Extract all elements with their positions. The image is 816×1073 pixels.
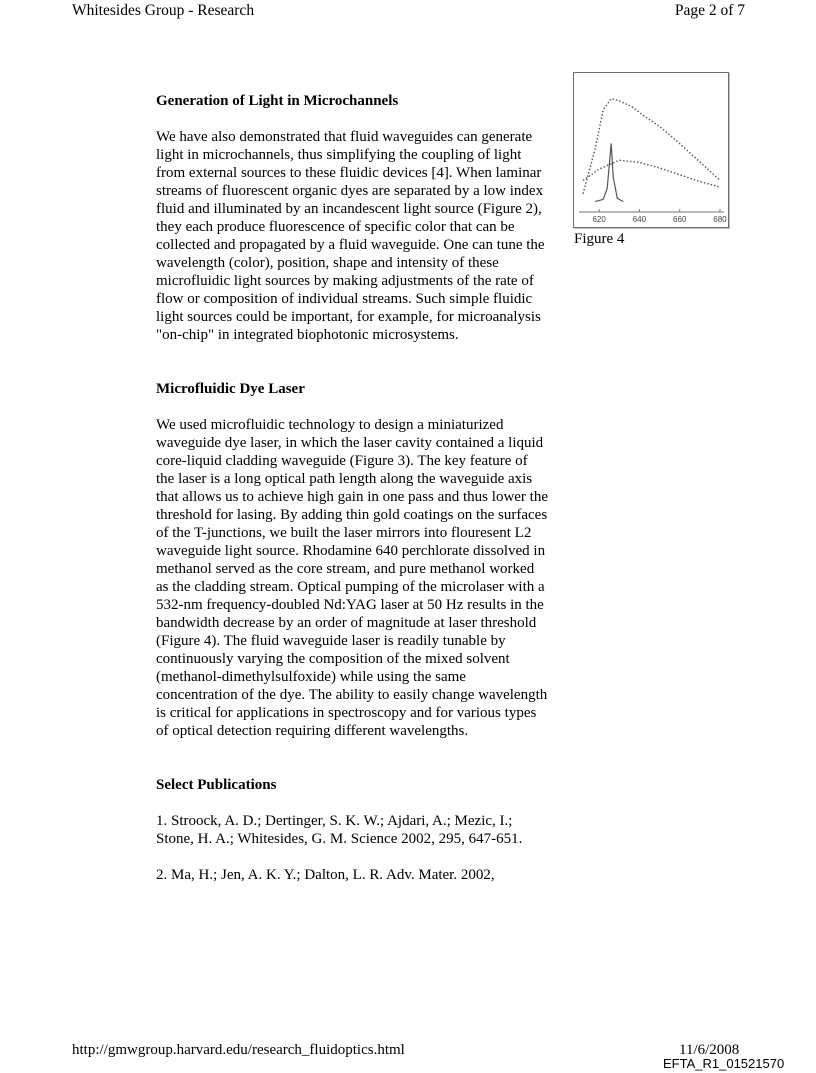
series-line-laser-line (595, 143, 623, 201)
spectrum-chart (574, 73, 728, 227)
page-number: Page 2 of 7 (674, 2, 745, 19)
publication-item: 2. Ma, H.; Jen, A. K. Y.; Dalton, L. R. Adv. Mater. 2002, (156, 867, 495, 883)
x-tick-label: 640 (632, 215, 647, 224)
print-date: 11/6/2008 (679, 1042, 740, 1058)
section-heading-light-generation: Generation of Light in Microchannels (156, 93, 399, 109)
figure-4-thumbnail[interactable] (573, 72, 729, 228)
x-tick-label: 680 (713, 215, 727, 224)
x-tick-label: 660 (673, 215, 687, 224)
section-heading-publications: Select Publications (156, 777, 277, 793)
figure-caption: Figure 4 (574, 231, 625, 247)
page-header-title: Whitesides Group - Research (72, 2, 255, 19)
section-heading-dye-laser: Microfluidic Dye Laser (156, 381, 305, 397)
page-url: http://gmwgroup.harvard.edu/research_fluidoptics.html (72, 1042, 405, 1058)
section-paragraph-light-generation: We have also demonstrated that fluid waveguides can generate light in microchannels, thus simplifying the coupling of light from external sources to these fluidic devices [4]. When laminar streams of fluorescent organic dyes are separated by a low index fluid and illuminated by an incandescent light source (Figure 2), they each produce fluorescence of specific color that can be collected and propagated by a fluid waveguide. One can tune the wavelength (color), position, shape and intensity of these microfluidic light sources by making adjustments of the rate of flow or composition of individual streams. Such simple fluidic light sources could be important, for example, for microanalysis "on-chip" in integrated biophotonic microsystems. (156, 129, 545, 343)
series-line-broad-emission (583, 99, 720, 194)
document-id: EFTA_R1_01521570 (663, 1056, 785, 1071)
publication-item: 1. Stroock, A. D.; Dertinger, S. K. W.; Ajdari, A.; Mezic, I.; Stone, H. A.; Whitesides, G. M. Science 2002, 295, 647-651. (156, 813, 523, 847)
x-tick-label: 620 (592, 215, 606, 224)
article-body (156, 92, 548, 884)
section-paragraph-dye-laser: We used microfluidic technology to design a miniaturized waveguide dye laser, in which the laser cavity contained a liquid core-liquid cladding waveguide (Figure 3). The key feature of the laser is a long optical path length along the waveguide axis that allows us to achieve high gain in one pass and thus lower the threshold for lasing. By adding thin gold coatings on the surfaces of the T-junctions, we built the laser mirrors into flouresent L2 waveguide light source. Rhodamine 640 perchlorate dissolved in methanol served as the core stream, and pure methanol worked as the cladding stream. Optical pumping of the microlaser with a 532-nm frequency-doubled Nd:YAG laser at 50 Hz results in the bandwidth decrease by an order of magnitude at laser threshold (Figure 4). The fluid waveguide laser is readily tunable by continuously varying the composition of the mixed solvent (methanol-dimethylsulfoxide) while using the same concentration of the dye. The ability to easily change wavelength is critical for applications in spectroscopy and for various types of optical detection requiring different wavelengths. (156, 417, 548, 739)
series-line-lower-emission (583, 160, 720, 187)
